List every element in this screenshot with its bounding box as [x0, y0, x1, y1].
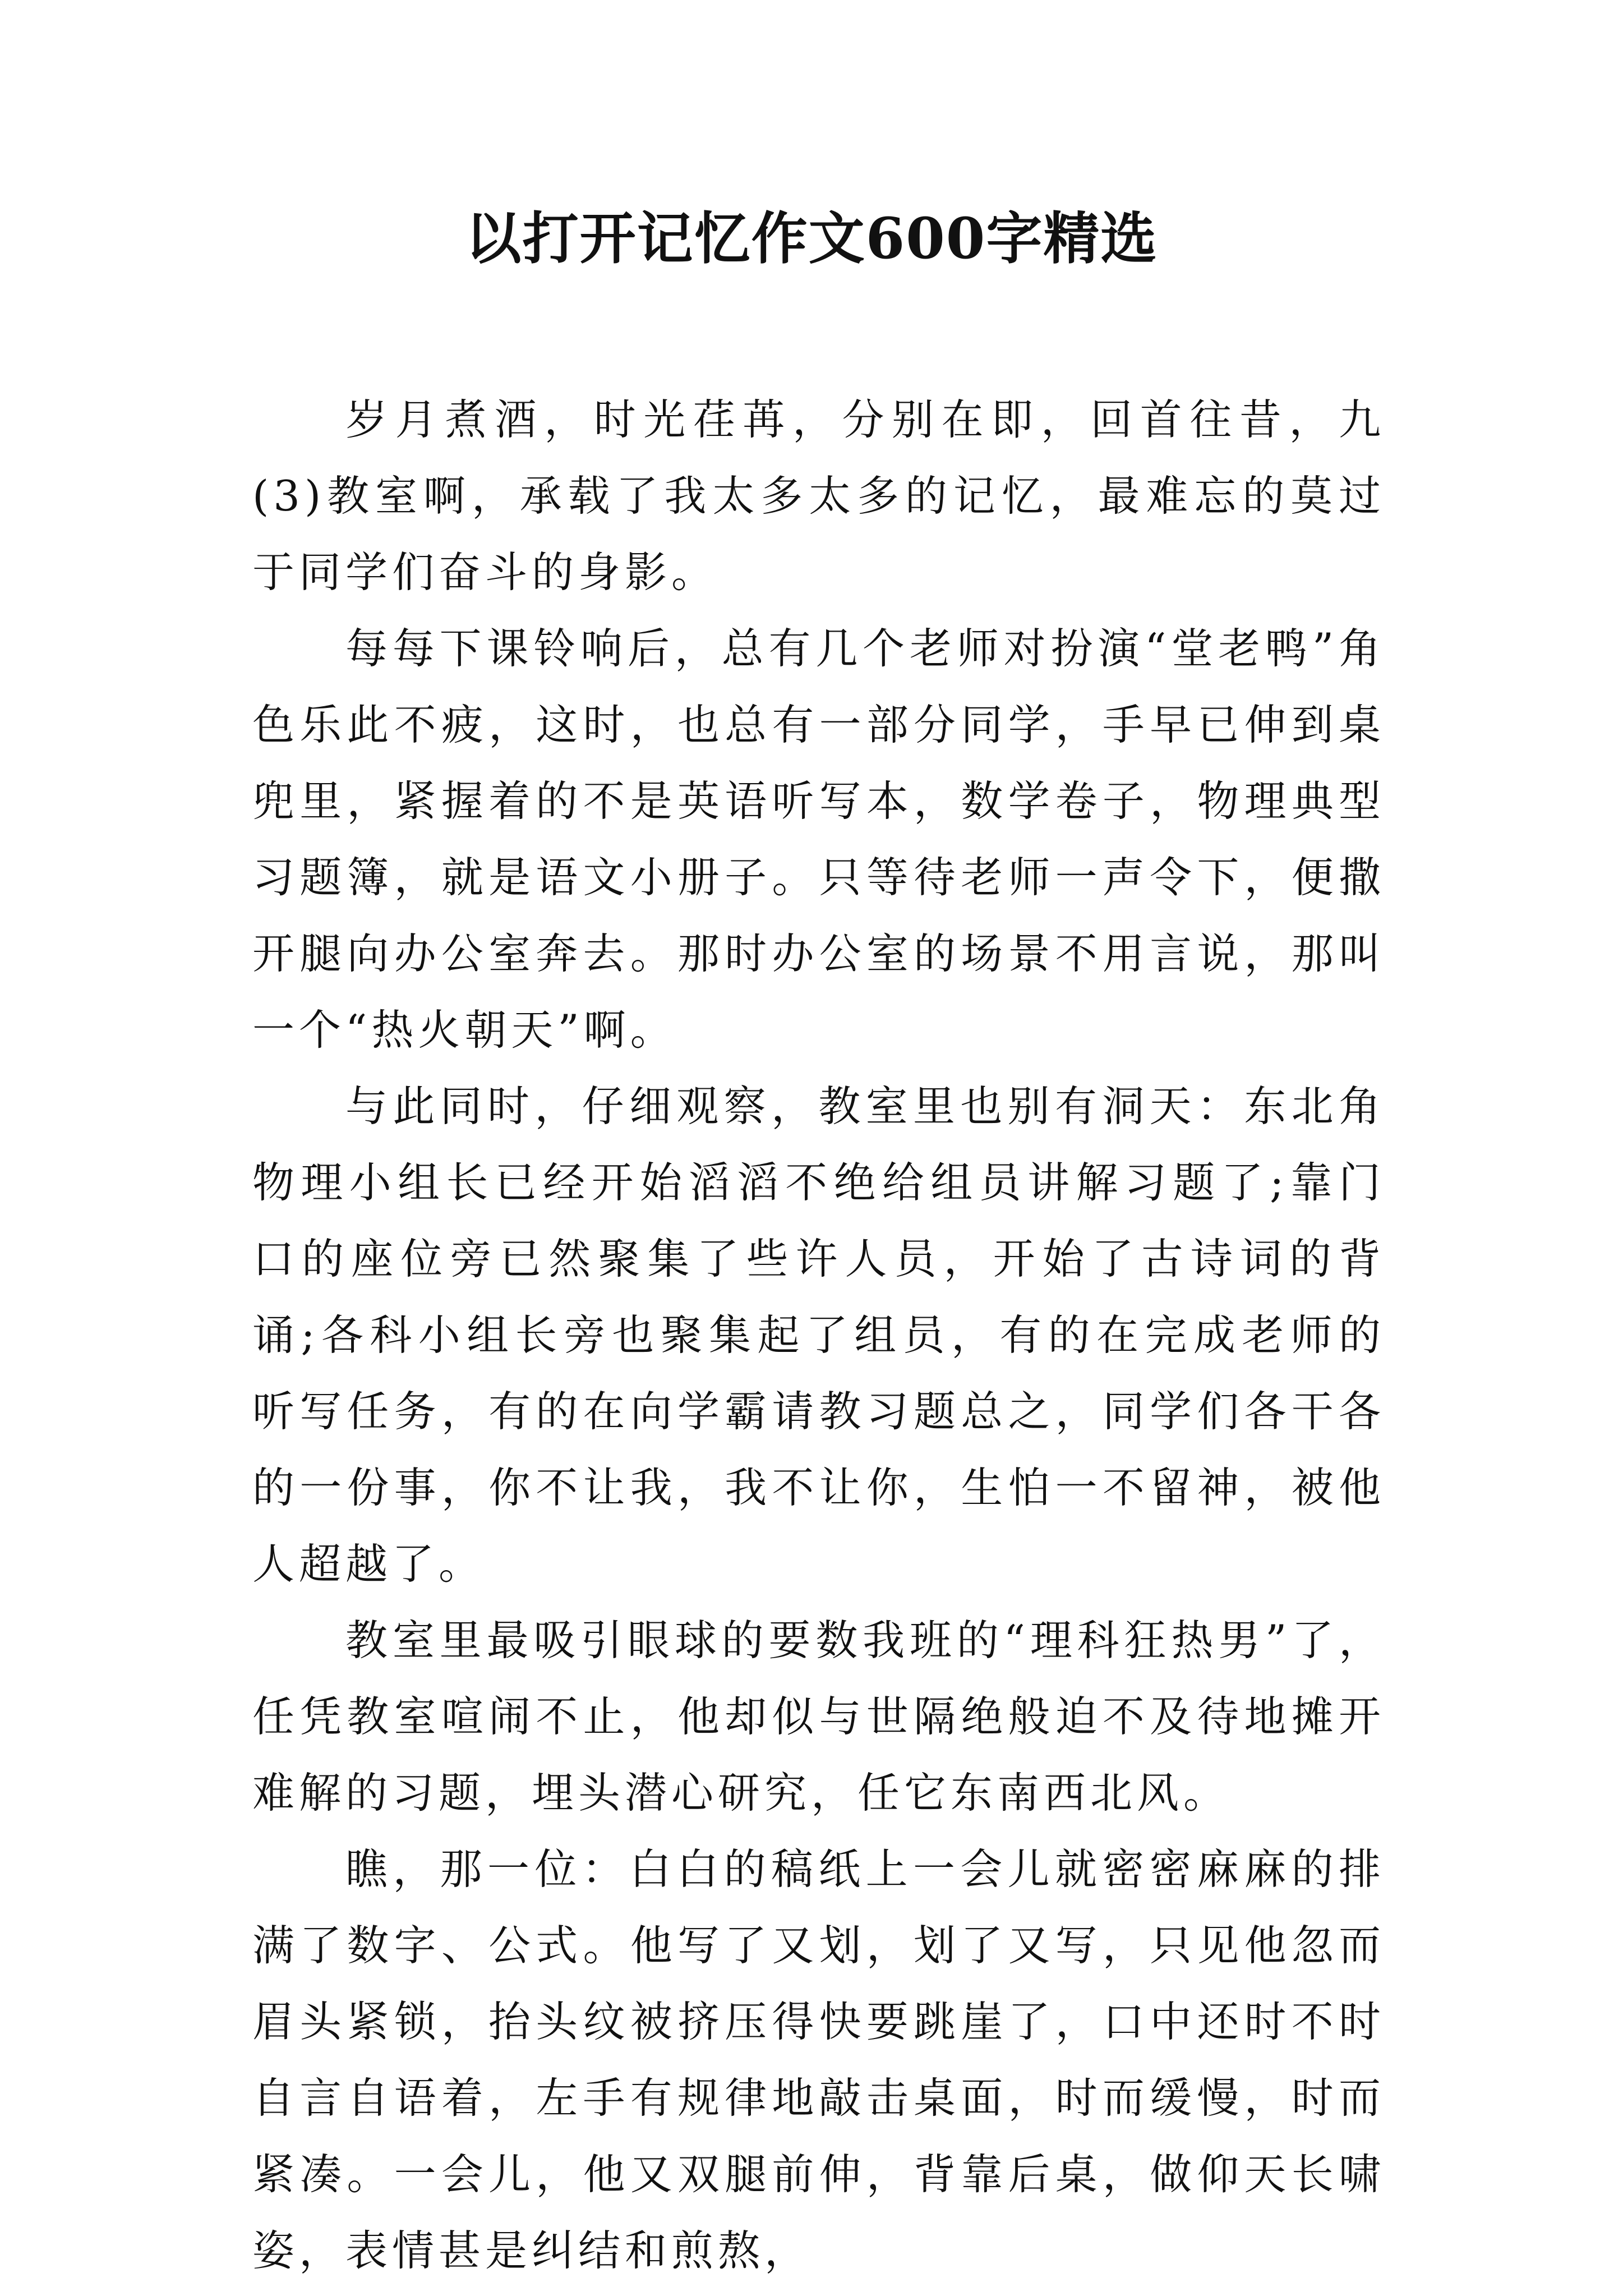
- paragraph: 教室里最吸引眼球的要数我班的“理科狂热男”了，任凭教室喧闹不止，他却似与世隔绝般迫不及待地摊开难解的习题，埋头潜心研究，任它东南西北风。: [252, 1616, 1385, 1818]
- paragraph: 瞧，那一位：白白的稿纸上一会儿就密密麻麻的排满了数字、公式。他写了又划，划了又写，只见他忽而眉头紧锁，抬头纹被挤压得快要跳崖了，口中还时不时自言自语着，左手有规律地敲击桌面，时而缓慢，时而紧凑。一会儿，他又双腿前伸，背靠后桌，做仰天长啸姿，表情甚是纠结和煎熬，: [252, 1844, 1385, 2275]
- document-body: [252, 381, 1385, 2289]
- paragraph: 每每下课铃响后，总有几个老师对扮演“堂老鸭”角色乐此不疲，这时，也总有一部分同学，手早已伸到桌兜里，紧握着的不是英语听写本，数学卷子，物理典型习题簿，就是语文小册子。只等待老师一声令下，便撒开腿向办公室奔去。那时办公室的场景不用言说，那叫一个“热火朝天”啊。: [252, 624, 1385, 1055]
- paragraph: 与此同时，仔细观察，教室里也别有洞天：东北角物理小组长已经开始滔滔不绝给组员讲解习题了;靠门口的座位旁已然聚集了些许人员，开始了古诗词的背诵;各科小组长旁也聚集起了组员，有的在完成老师的听写任务，有的在向学霸请教习题总之，同学们各干各的一份事，你不让我，我不让你，生怕一不留神，被他人超越了。: [252, 1082, 1385, 1589]
- paragraph: 岁月煮酒，时光荏苒，分别在即，回首往昔，九(3)教室啊，承载了我太多太多的记忆，最难忘的莫过于同学们奋斗的身影。: [252, 395, 1385, 597]
- document-title: 以打开记忆作文600字精选: [465, 205, 1158, 272]
